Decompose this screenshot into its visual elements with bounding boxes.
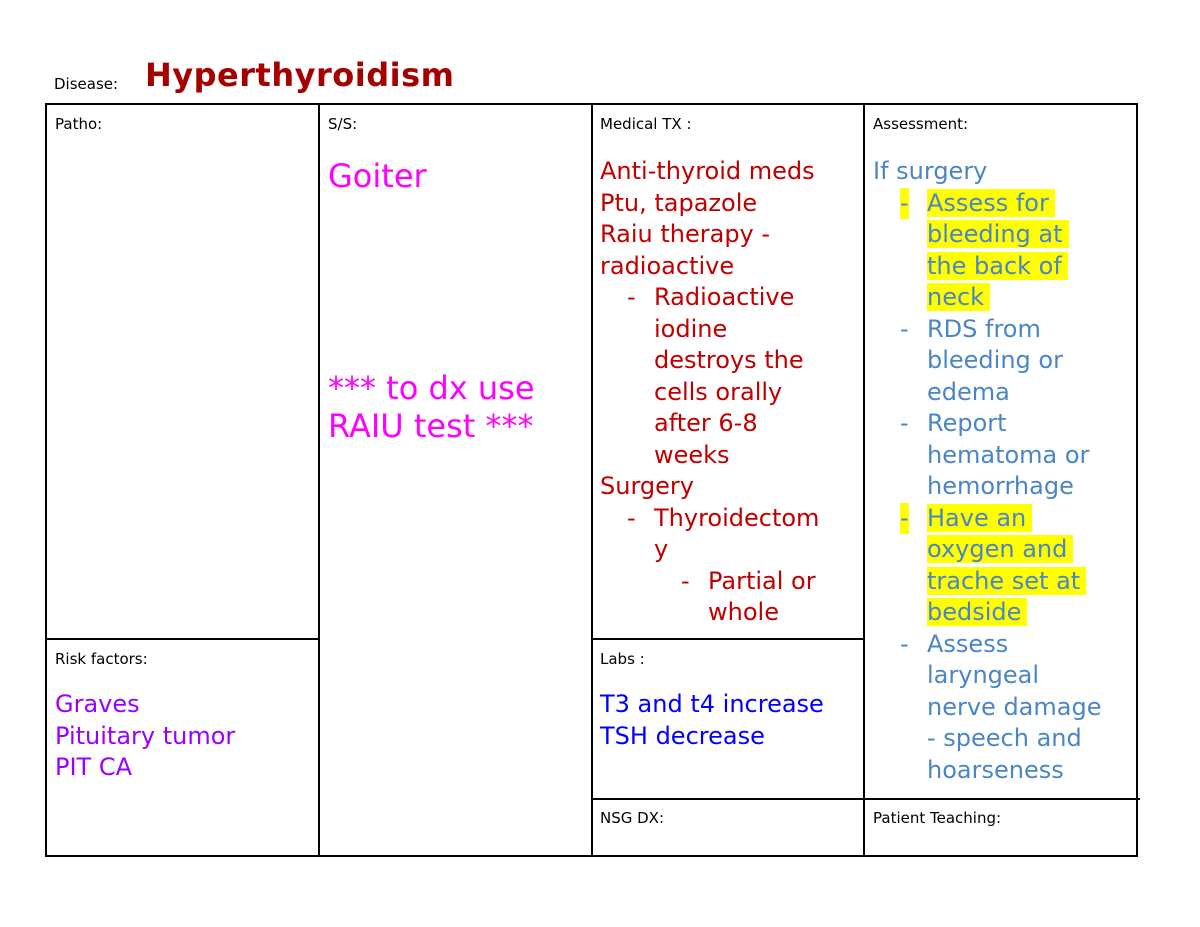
patient-teaching-cell [865, 800, 1138, 857]
assessment-line: trache set at [927, 567, 1086, 595]
patient-teaching-heading: Patient Teaching: [873, 809, 1002, 827]
medical-tx-body [600, 156, 819, 629]
medical-tx-line: Anti-thyroid meds [600, 157, 815, 185]
radioactive-line: iodine [654, 314, 728, 343]
signs-symptoms-heading: S/S: [328, 115, 358, 133]
assessment-cell [865, 105, 1138, 798]
partial-line: Partial or [708, 566, 816, 595]
radioactive-line: Radioactive [654, 283, 795, 311]
risk-factor-item: Pituitary tumor [55, 721, 236, 750]
dash-bullet: - [681, 566, 690, 595]
lab-item: TSH decrease [600, 721, 765, 750]
assessment-line: hoarseness [927, 755, 1064, 784]
patho-cell [47, 105, 318, 638]
assessment-line: nerve damage [927, 692, 1102, 721]
dash-bullet: - [627, 503, 636, 532]
partial-item [654, 566, 819, 629]
assessment-line: Assess for [927, 189, 1055, 217]
assessment-line: Assess [927, 629, 1009, 658]
care-plan-grid [45, 103, 1138, 857]
assessment-heading: Assessment: [873, 115, 969, 133]
radioactive-line: cells orally [654, 377, 783, 406]
assessment-line: Report [927, 409, 1007, 437]
assessment-line: hemorrhage [927, 472, 1074, 500]
assessment-line: bleeding at [927, 220, 1069, 248]
assessment-line: bleeding or [927, 346, 1063, 374]
assessment-line: oxygen and [927, 535, 1073, 563]
assessment-line: hematoma or [927, 440, 1090, 469]
dash-bullet: - [900, 503, 909, 535]
assessment-item [900, 503, 1135, 629]
assessment-line: bedside [927, 598, 1027, 626]
risk-factors-cell [47, 640, 318, 857]
diagnosis-note-line: *** to dx use [328, 369, 535, 407]
radioactive-detail [600, 282, 819, 471]
assessment-item [900, 408, 1135, 503]
radioactive-line: weeks [654, 440, 730, 469]
thyroidectomy-item [600, 503, 819, 629]
goiter-text: Goiter [328, 157, 427, 195]
medical-tx-cell [593, 105, 863, 638]
dash-bullet: - [900, 409, 909, 437]
risk-factors-list [55, 689, 235, 784]
medical-tx-line: radioactive [600, 251, 735, 280]
assessment-line: the back of [927, 252, 1068, 280]
signs-symptoms-cell [320, 105, 591, 857]
thyroidectomy-line: Thyroidectom [654, 503, 820, 532]
lab-item: T3 and t4 increase [600, 690, 824, 718]
medical-tx-heading: Medical TX : [600, 115, 692, 133]
labs-heading: Labs : [600, 650, 645, 668]
assessment-line: - speech and [927, 724, 1082, 752]
nsg-dx-heading: NSG DX: [600, 809, 665, 827]
partial-line: whole [708, 598, 779, 626]
disease-label: Disease: [54, 75, 119, 93]
labs-cell [593, 640, 863, 798]
risk-factor-item: Graves [55, 690, 140, 718]
risk-factor-item: PIT CA [55, 753, 133, 781]
dash-bullet: - [900, 314, 909, 343]
patho-heading: Patho: [55, 115, 103, 133]
labs-list [600, 689, 824, 752]
medical-tx-line: Raiu therapy - [600, 220, 771, 248]
risk-factors-heading: Risk factors: [55, 650, 148, 668]
dash-bullet: - [900, 188, 909, 220]
thyroidectomy-line: y [654, 535, 669, 563]
assessment-line: edema [927, 377, 1010, 406]
assessment-line: laryngeal [927, 661, 1040, 689]
medical-tx-line: Ptu, tapazole [600, 188, 758, 217]
assessment-line: neck [927, 283, 990, 311]
assessment-list [873, 188, 1135, 787]
assessment-item [900, 314, 1135, 409]
nsg-dx-cell [593, 800, 863, 857]
assessment-intro: If surgery [873, 157, 988, 185]
assessment-line: Have an [927, 504, 1032, 532]
radioactive-line: destroys the [654, 346, 804, 374]
radioactive-line: after 6-8 [654, 409, 758, 437]
disease-name: Hyperthyroidism [145, 56, 455, 94]
surgery-label: Surgery [600, 472, 694, 500]
dash-bullet: - [900, 629, 909, 658]
assessment-body [873, 156, 1135, 786]
assessment-item [900, 629, 1135, 787]
diagnosis-note [328, 369, 535, 445]
dash-bullet: - [627, 283, 636, 311]
diagnosis-note-line: RAIU test *** [328, 407, 534, 445]
assessment-line: RDS from [927, 314, 1041, 343]
assessment-item [900, 188, 1135, 314]
